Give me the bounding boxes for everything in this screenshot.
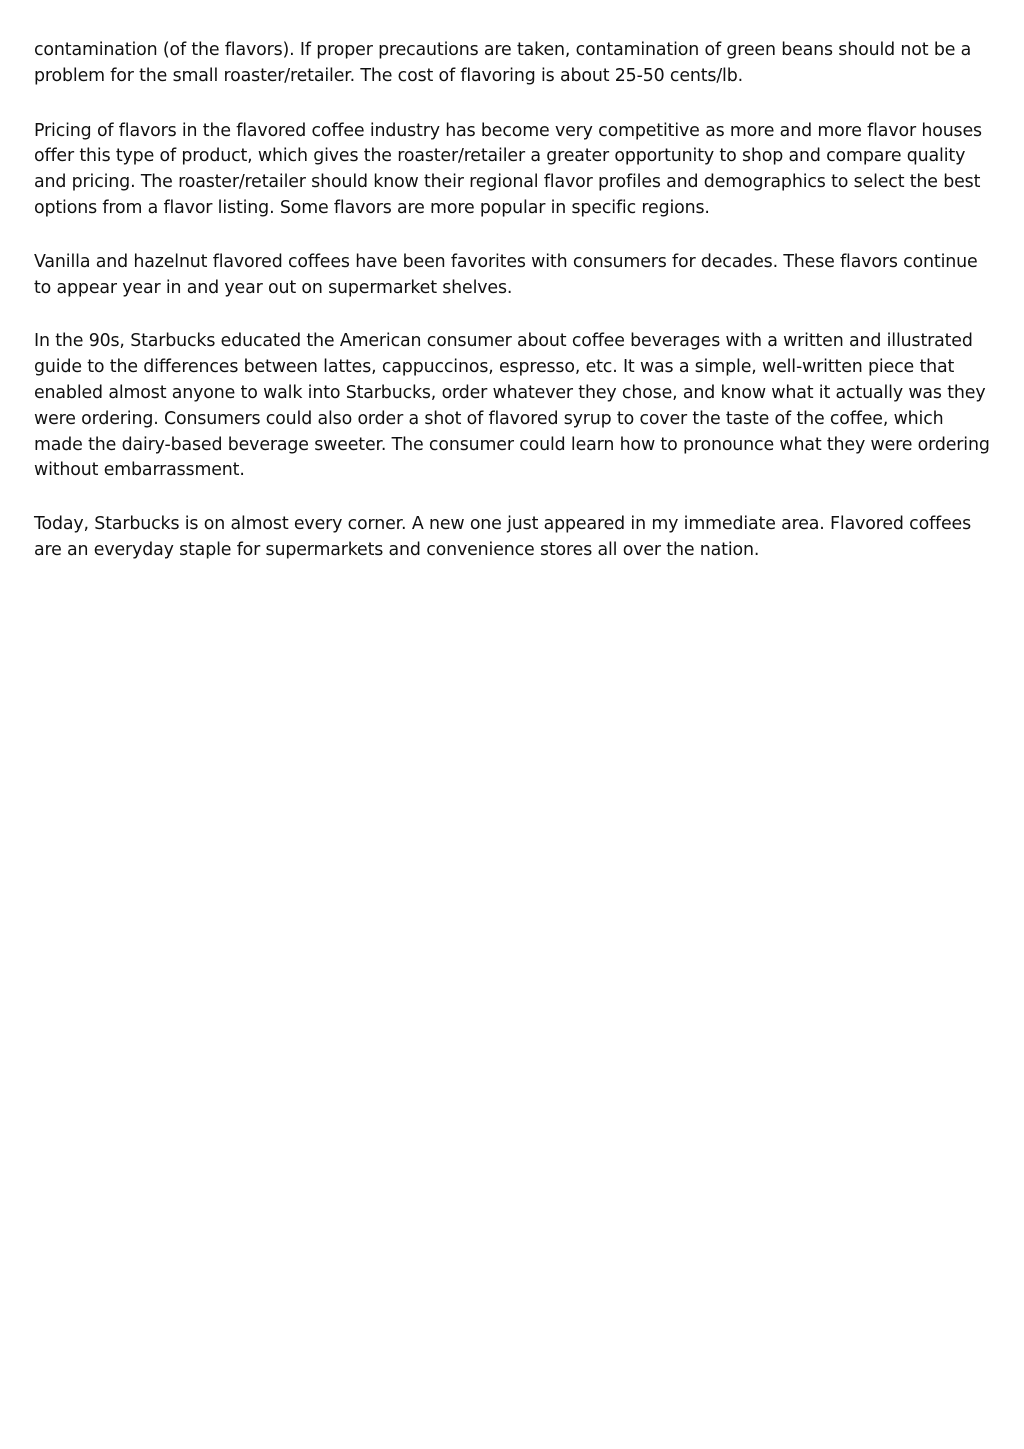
document-page [34,38,994,592]
paragraph-contamination: contamination (of the flavors). If proper precautions are taken, contamination of green beans should not be a problem for the small roaster/retailer. The cost of flavoring is about 25-50 cents/lb. [34,40,972,86]
paragraph-pricing-of-flavors: Pricing of flavors in the flavored coffee industry has become very competitive as more and more flavor houses offer this type of product, which gives the roaster/retailer a greater opportunity to shop and compare quality and pricing. The roaster/retailer should know their regional flavor profiles and demographics to select the best options from a flavor listing. Some flavors are more popular in specific regions. [34,120,982,218]
paragraph-starbucks-90s: In the 90s, Starbucks educated the American consumer about coffee beverages with a written and illustrated guide to the differences between lattes, cappuccinos, espresso, etc. It was a simple, well-written piece that enabled almost anyone to walk into Starbucks, order whatever they chose, and know what it actually was they were ordering. Consumers could also order a shot of flavored syrup to cover the taste of the coffee, which made the dairy-based beverage sweeter. The consumer could learn how to pronounce what they were ordering without embarrassment. [34,331,990,481]
paragraph-starbucks-today: Today, Starbucks is on almost every corner. A new one just appeared in my immediate area. Flavored coffees are an everyday staple for supermarkets and convenience stores all over the nation. [34,514,972,560]
paragraph-vanilla-hazelnut: Vanilla and hazelnut flavored coffees have been favorites with consumers for decades. These flavors continue to appear year in and year out on supermarket shelves. [34,251,978,298]
